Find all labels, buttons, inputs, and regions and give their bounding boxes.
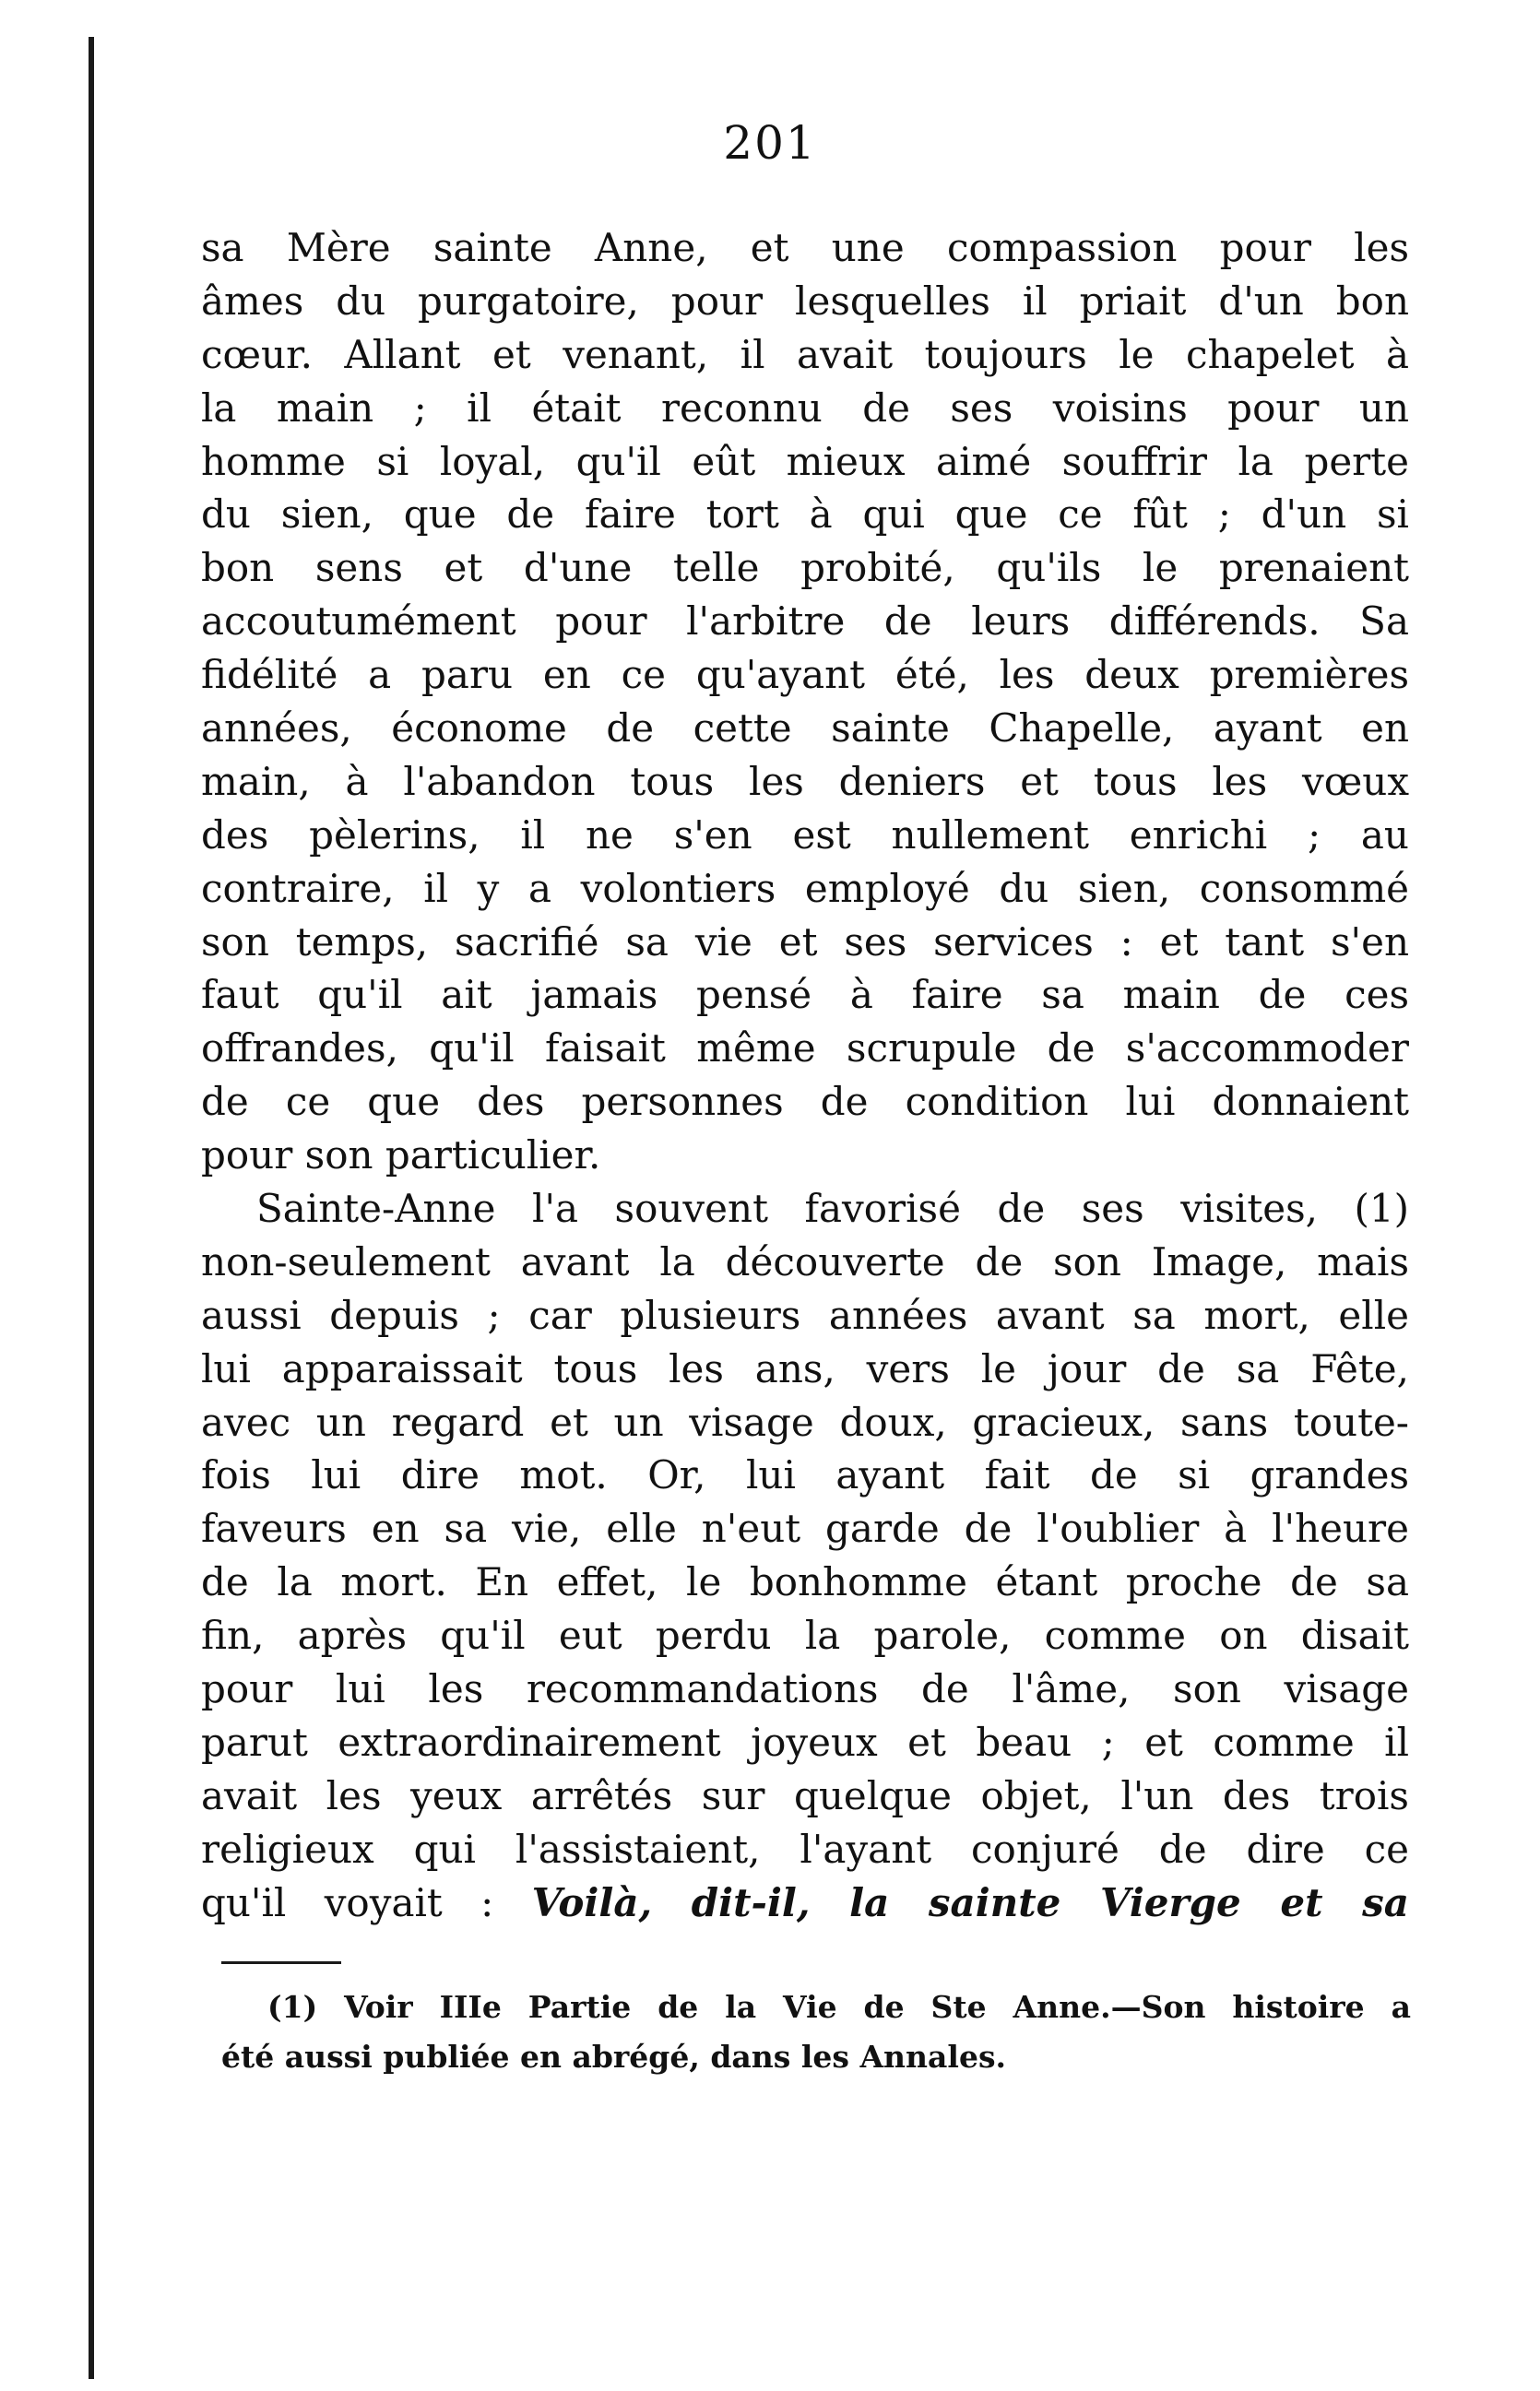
text-line-final [201, 1876, 1409, 1930]
footnote-line: (1) Voir IIIe Partie de la Vie de Ste Anne.—Son histoire a [267, 1989, 1411, 2025]
body-text [201, 221, 1409, 1930]
text-line: pour son particulier. [201, 1132, 601, 1178]
text-line: la main ; il était reconnu de ses voisins pour un [201, 385, 1409, 431]
text-line: fois lui dire mot. Or, lui ayant fait de si grandes [201, 1452, 1409, 1498]
text-line: homme si loyal, qu'il eût mieux aimé souffrir la perte [201, 438, 1409, 484]
text-line-final-roman: qu'il voyait : [201, 1879, 494, 1925]
text-line: des pèlerins, il ne s'en est nullement enrichi ; au [201, 811, 1409, 858]
text-line: Sainte-Anne l'a souvent favorisé de ses visites, (1) [256, 1186, 1409, 1232]
text-line: avait les yeux arrêtés sur quelque objet, l'un des trois [201, 1772, 1409, 1818]
text-line: main, à l'abandon tous les deniers et tous les vœux [201, 758, 1409, 804]
italic-quote: Voilà, dit-il, la sainte Vierge et sa [531, 1879, 1409, 1925]
text-line: non-seulement avant la découverte de son Image, mais [201, 1238, 1409, 1284]
footnote [221, 1983, 1411, 2082]
text-line: son temps, sacrifié sa vie et ses services : et tant s'en [201, 918, 1409, 965]
text-line: faut qu'il ait jamais pensé à faire sa main de ces [201, 972, 1409, 1018]
text-line: offrandes, qu'il faisait même scrupule de s'accommoder [201, 1025, 1409, 1071]
text-line: sa Mère sainte Anne, et une compassion pour les [201, 225, 1409, 270]
text-line: bon sens et d'une telle probité, qu'ils le prenaient [201, 545, 1409, 591]
page-number: 201 [723, 116, 817, 170]
text-line: aussi depuis ; car plusieurs années avant sa mort, elle [201, 1292, 1409, 1338]
text-line: fidélité a paru en ce qu'ayant été, les deux premières [201, 652, 1409, 698]
footnote-separator [221, 1961, 341, 1964]
text-line: contraire, il y a volontiers employé du sien, consommé [201, 865, 1409, 911]
text-line: du sien, que de faire tort à qui que ce fût ; d'un si [201, 491, 1409, 538]
text-line: de la mort. En effet, le bonhomme étant proche de sa [201, 1559, 1409, 1605]
text-line: avec un regard et un visage doux, gracieux, sans toute- [201, 1399, 1409, 1445]
text-line: pour lui les recommandations de l'âme, son visage [201, 1666, 1409, 1712]
binding-edge-rule [89, 37, 94, 2379]
text-line: années, économe de cette sainte Chapelle, ayant en [201, 705, 1409, 752]
text-line: cœur. Allant et venant, il avait toujours le chapelet à [201, 331, 1409, 377]
text-line: religieux qui l'assistaient, l'ayant conjuré de dire ce [201, 1826, 1409, 1872]
footnote-line: été aussi publiée en abrégé, dans les Annales. [221, 2039, 1007, 2075]
text-line: fin, après qu'il eut perdu la parole, comme on disait [201, 1613, 1409, 1659]
text-line: faveurs en sa vie, elle n'eut garde de l'oublier à l'heure [201, 1506, 1409, 1552]
text-line: parut extraordinairement joyeux et beau ; et comme il [201, 1719, 1409, 1765]
text-line: lui apparaissait tous les ans, vers le jour de sa Fête, [201, 1345, 1409, 1391]
text-line: âmes du purgatoire, pour lesquelles il priait d'un bon [201, 278, 1409, 324]
text-line: accoutumément pour l'arbitre de leurs différends. Sa [201, 598, 1409, 645]
text-line: de ce que des personnes de condition lui donnaient [201, 1079, 1409, 1125]
